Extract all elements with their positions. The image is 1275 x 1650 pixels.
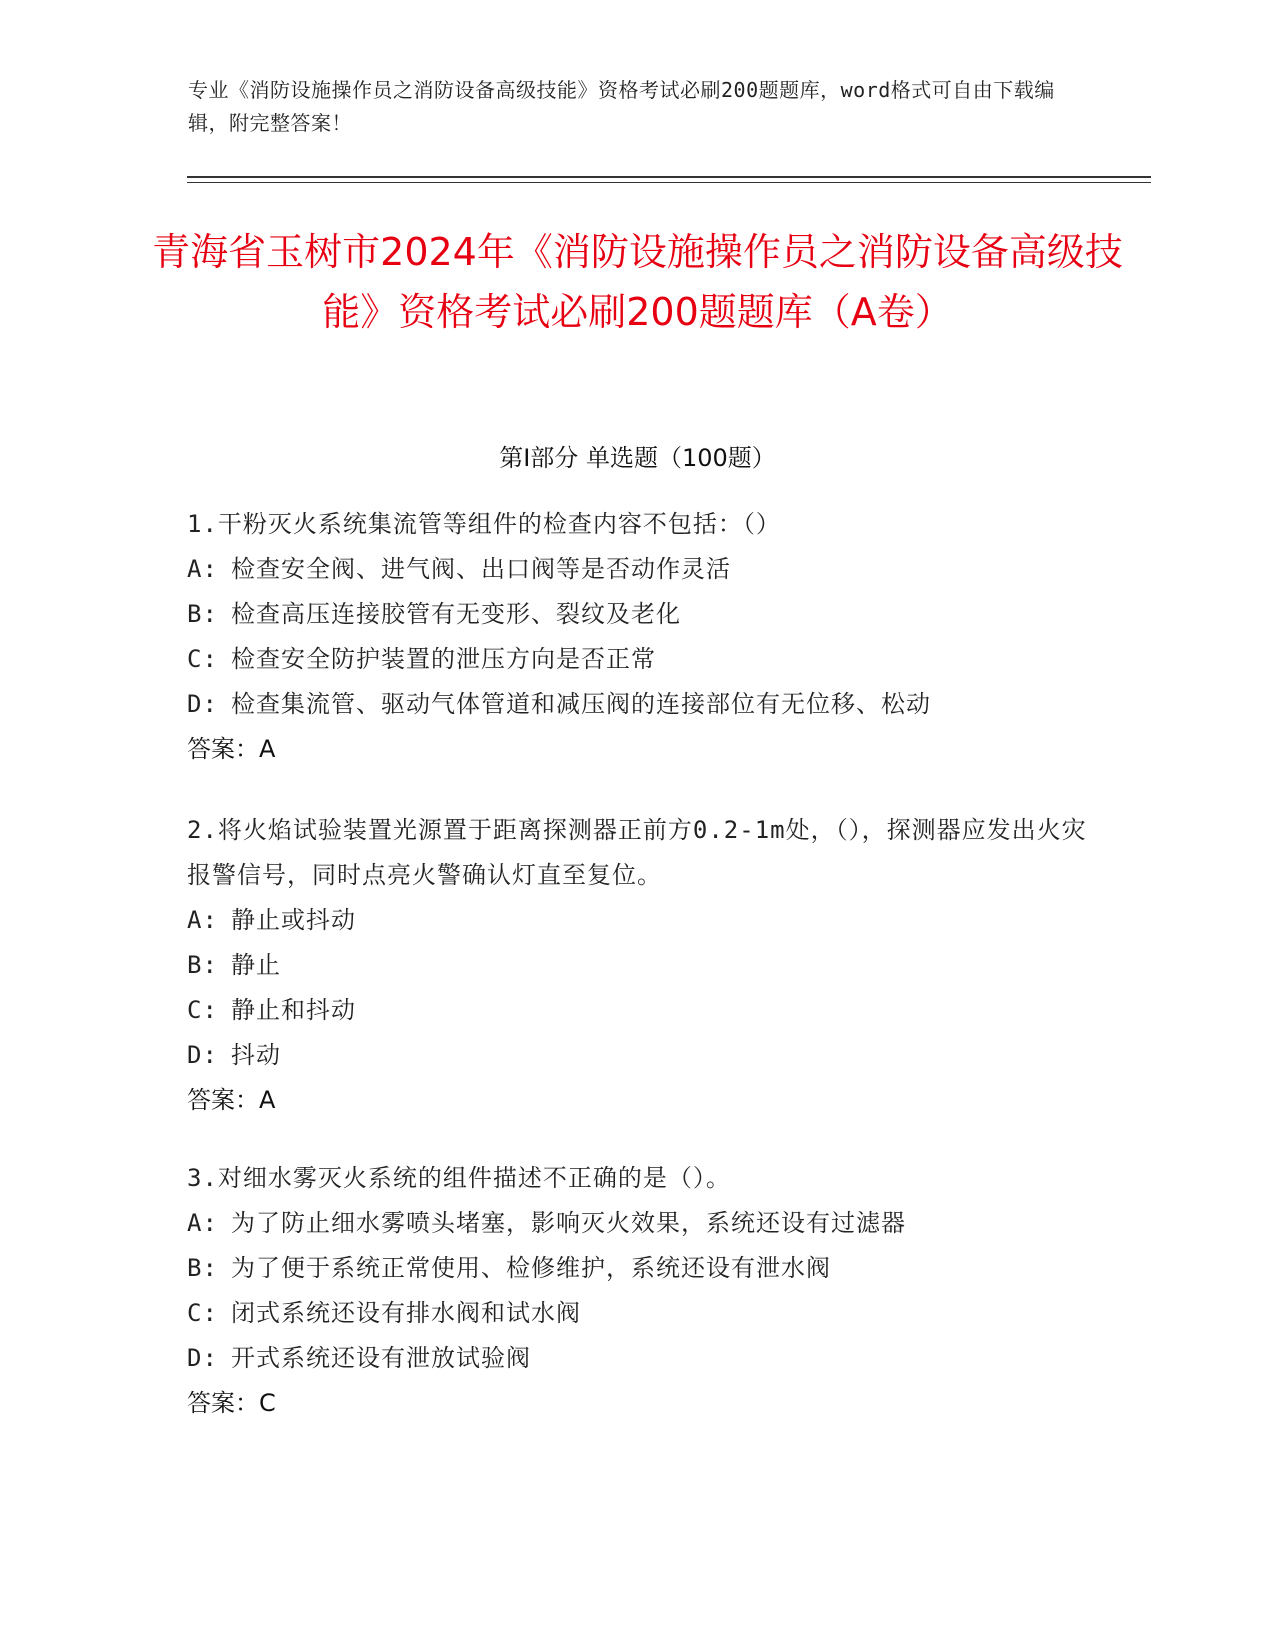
option-letter: D: — [187, 1344, 218, 1372]
option-text: 检查高压连接胶管有无变形、裂纹及老化 — [231, 600, 681, 628]
question-2 — [187, 808, 1087, 1123]
answer: 答案：A — [187, 735, 276, 763]
option-c — [187, 637, 1087, 682]
option-text: 为了防止细水雾喷头堵塞，影响灭火效果，系统还设有过滤器 — [231, 1209, 906, 1237]
option-letter: B: — [187, 1254, 218, 1282]
option-text: 检查集流管、驱动气体管道和减压阀的连接部位有无位移、松动 — [231, 690, 931, 718]
option-a — [187, 898, 1087, 943]
option-letter: C: — [187, 996, 218, 1024]
option-letter: D: — [187, 1041, 218, 1069]
option-d — [187, 1336, 1087, 1381]
document-title: 青海省玉树市2024年《消防设施操作员之消防设备高级技能》资格考试必刷200题题库（A卷） — [152, 230, 1123, 334]
option-letter: C: — [187, 645, 218, 673]
option-text: 检查安全防护装置的泄压方向是否正常 — [231, 645, 656, 673]
question-1 — [187, 502, 1087, 772]
option-text: 检查安全阀、进气阀、出口阀等是否动作灵活 — [231, 555, 731, 583]
option-letter: C: — [187, 1299, 218, 1327]
option-text: 静止和抖动 — [231, 996, 356, 1024]
option-text: 为了便于系统正常使用、检修维护，系统还设有泄水阀 — [231, 1254, 831, 1282]
answer: 答案：A — [187, 1086, 276, 1114]
option-letter: D: — [187, 690, 218, 718]
option-text: 静止或抖动 — [231, 906, 356, 934]
option-a — [187, 1201, 1087, 1246]
option-text: 静止 — [231, 951, 281, 979]
answer: 答案：C — [187, 1389, 276, 1417]
option-text: 闭式系统还设有排水阀和试水阀 — [231, 1299, 581, 1327]
option-d — [187, 682, 1087, 727]
question-stem: 3.对细水雾灭火系统的组件描述不正确的是（）。 — [187, 1164, 731, 1192]
option-b — [187, 1246, 1087, 1291]
header-divider-thick — [187, 176, 1151, 178]
option-c — [187, 988, 1087, 1033]
header-divider-thin — [187, 182, 1151, 183]
question-stem: 1.干粉灭火系统集流管等组件的检查内容不包括：（） — [187, 510, 781, 538]
option-b — [187, 592, 1087, 637]
option-letter: A: — [187, 555, 218, 583]
option-text: 抖动 — [231, 1041, 281, 1069]
option-c — [187, 1291, 1087, 1336]
option-letter: B: — [187, 600, 218, 628]
question-stem: 2.将火焰试验装置光源置于距离探测器正前方0.2-1m处，（），探测器应发出火灾报警信号，同时点亮火警确认灯直至复位。 — [187, 816, 1087, 889]
option-letter: B: — [187, 951, 218, 979]
question-3 — [187, 1156, 1087, 1426]
option-b — [187, 943, 1087, 988]
option-d — [187, 1033, 1087, 1078]
section-title: 第Ⅰ部分 单选题（100题） — [499, 444, 776, 472]
option-a — [187, 547, 1087, 592]
option-letter: A: — [187, 906, 218, 934]
option-letter: A: — [187, 1209, 218, 1237]
header-note: 专业《消防设施操作员之消防设备高级技能》资格考试必刷200题题库，word格式可自由下载编辑，附完整答案！ — [188, 78, 1055, 135]
option-text: 开式系统还设有泄放试验阀 — [231, 1344, 531, 1372]
